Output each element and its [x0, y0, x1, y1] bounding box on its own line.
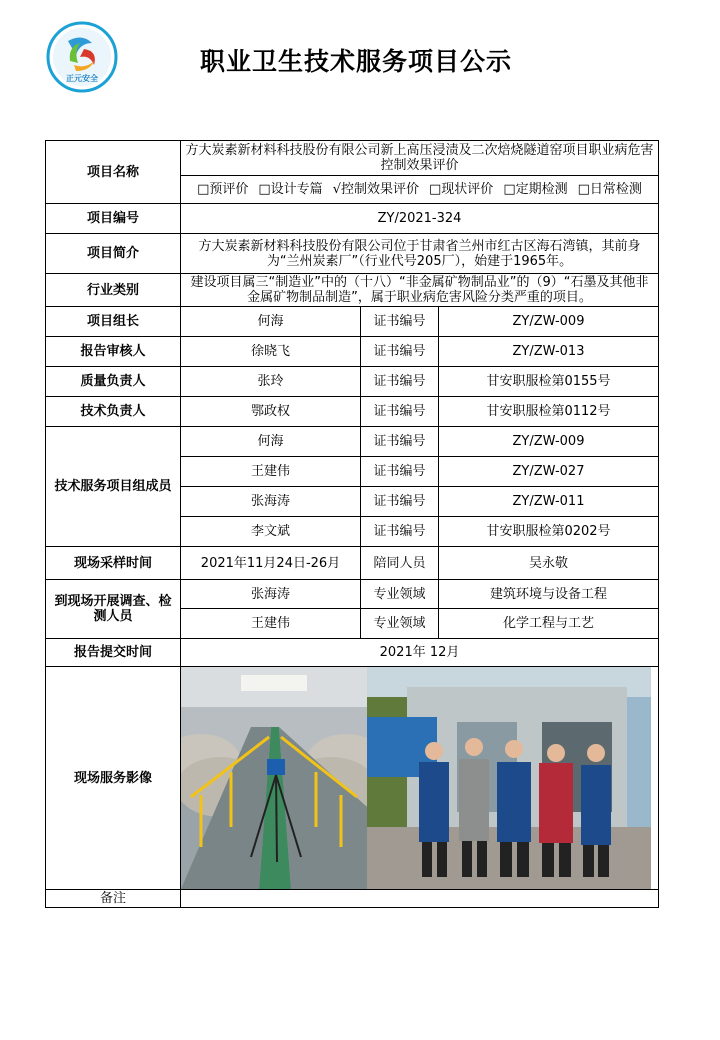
project-name-label: 项目名称: [46, 141, 181, 204]
cert-label: 证书编号: [361, 457, 439, 487]
tech-lead-cert: 甘安职服检第0112号: [439, 397, 659, 427]
reviewer-label: 报告审核人: [46, 337, 181, 367]
field-staff-name: 张海涛: [181, 580, 361, 609]
quality-cert: 甘安职服检第0155号: [439, 367, 659, 397]
cert-label: 证书编号: [361, 367, 439, 397]
company-logo: [46, 21, 118, 93]
submit-time-value: 2021年 12月: [181, 639, 659, 667]
field-staff-field: 建筑环境与设备工程: [439, 580, 659, 609]
member-cert: ZY/ZW-009: [439, 427, 659, 457]
cert-label: 证书编号: [361, 487, 439, 517]
industry-value: 建设项目属三“制造业”中的（十八）“非金属矿物制品业”的（9）“石墨及其他非金属矿物制品制造”，属于职业病危害风险分类严重的项目。: [181, 274, 659, 307]
sampling-time-value: 2021年11月24日-26月: [181, 547, 361, 580]
photos-cell: [181, 667, 659, 890]
remarks-label: 备注: [46, 890, 181, 908]
disclosure-table: [45, 140, 659, 908]
cert-label: 证书编号: [361, 307, 439, 337]
quality-name: 张玲: [181, 367, 361, 397]
cert-label: 证书编号: [361, 517, 439, 547]
leader-name: 何海: [181, 307, 361, 337]
photos-label: 现场服务影像: [46, 667, 181, 890]
checkbox-status-evaluation: □现状评价: [429, 182, 494, 197]
cert-label: 证书编号: [361, 427, 439, 457]
member-name: 王建伟: [181, 457, 361, 487]
field-staff-label: 到现场开展调查、检测人员: [46, 580, 181, 639]
member-name: 李文斌: [181, 517, 361, 547]
field-label: 专业领域: [361, 609, 439, 639]
project-no-value: ZY/2021-324: [181, 204, 659, 234]
checkbox-pre-evaluation: □预评价: [197, 182, 249, 197]
industry-label: 行业类别: [46, 274, 181, 307]
field-label: 专业领域: [361, 580, 439, 609]
accompany-label: 陪同人员: [361, 547, 439, 580]
checkbox-design-chapter: □设计专篇: [258, 182, 323, 197]
field-staff-field: 化学工程与工艺: [439, 609, 659, 639]
checkbox-periodic-detection: □定期检测: [503, 182, 568, 197]
remarks-value: [181, 890, 659, 908]
member-cert: ZY/ZW-011: [439, 487, 659, 517]
page-title: 职业卫生技术服务项目公示: [200, 47, 513, 76]
quality-label: 质量负责人: [46, 367, 181, 397]
leader-cert: ZY/ZW-009: [439, 307, 659, 337]
reviewer-cert: ZY/ZW-013: [439, 337, 659, 367]
reviewer-name: 徐晓飞: [181, 337, 361, 367]
service-type-row: [181, 176, 659, 204]
field-staff-name: 王建伟: [181, 609, 361, 639]
members-label: 技术服务项目组成员: [46, 427, 181, 547]
project-intro-value: 方大炭素新材料科技股份有限公司位于甘肃省兰州市红古区海石湾镇，其前身为“兰州炭素厂”（行业代号205厂），始建于1965年。: [181, 234, 659, 274]
member-name: 何海: [181, 427, 361, 457]
member-cert: 甘安职服检第0202号: [439, 517, 659, 547]
member-name: 张海涛: [181, 487, 361, 517]
checkbox-control-effect-evaluation: √控制效果评价: [332, 182, 419, 197]
project-intro-label: 项目简介: [46, 234, 181, 274]
tech-lead-label: 技术负责人: [46, 397, 181, 427]
member-cert: ZY/ZW-027: [439, 457, 659, 487]
project-name-value: 方大炭素新材料科技股份有限公司新上高压浸渍及二次焙烧隧道窑项目职业病危害控制效果评价: [181, 141, 659, 176]
site-photo-team: [367, 667, 651, 889]
logo-text: 正元安全: [66, 74, 98, 83]
cert-label: 证书编号: [361, 397, 439, 427]
leader-label: 项目组长: [46, 307, 181, 337]
submit-time-label: 报告提交时间: [46, 639, 181, 667]
project-no-label: 项目编号: [46, 204, 181, 234]
accompany-value: 吴永敬: [439, 547, 659, 580]
sampling-time-label: 现场采样时间: [46, 547, 181, 580]
tech-lead-name: 鄂政权: [181, 397, 361, 427]
cert-label: 证书编号: [361, 337, 439, 367]
site-photo-workshop: [181, 667, 367, 889]
checkbox-daily-detection: □日常检测: [577, 182, 642, 197]
